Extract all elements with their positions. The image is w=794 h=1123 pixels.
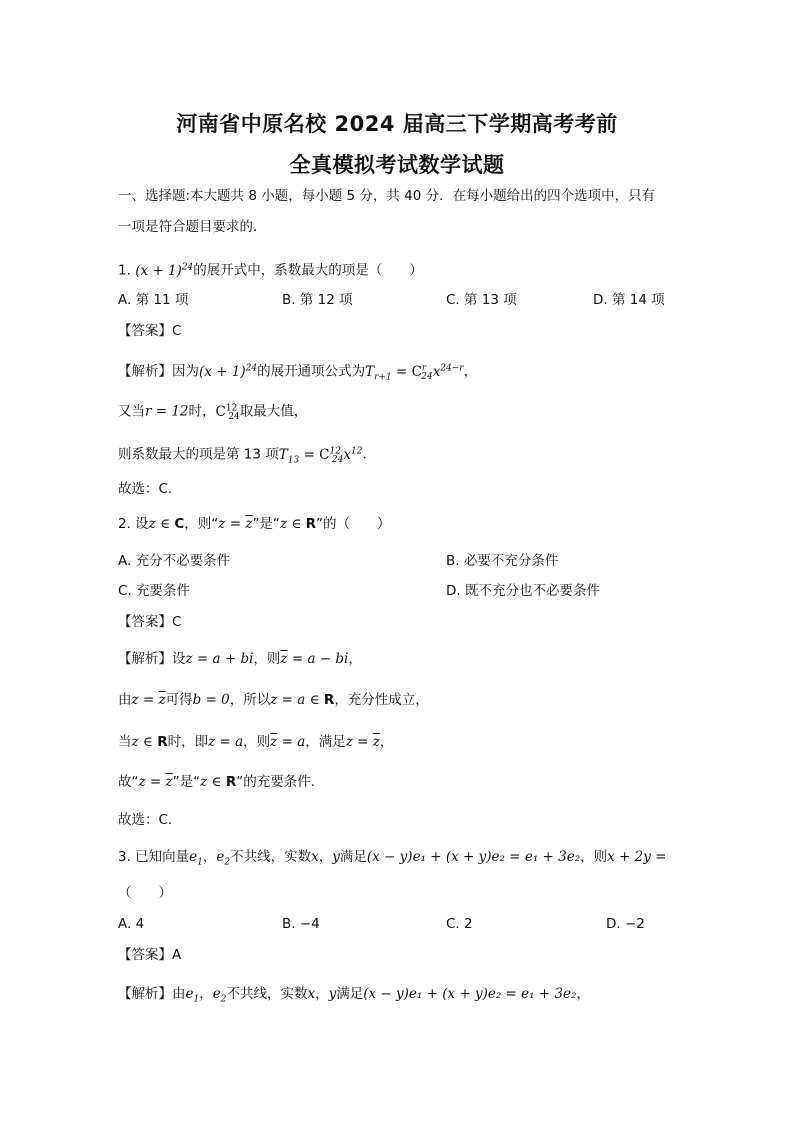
vector-e1: $e_1$	[189, 849, 203, 868]
q1-stem	[118, 258, 423, 280]
q2-stem: 2. 设z ∈ C，则“$z = \overline{z}$”是“z ∈ R”的（ ）	[118, 516, 391, 532]
page-title-line-1: 河南省中原名校 2024 届高三下学期高考考前	[176, 112, 618, 136]
q2-analysis-line-1: 【解析】设z = a + bi，则$\overline{z} = a$ − bi，	[118, 651, 362, 667]
q2-analysis-line-4: 故“$z = \overline{z}$”是“z ∈ R”的充要条件.	[118, 774, 316, 790]
section-intro-line-2: 一项是符合题目要求的．	[118, 219, 267, 235]
vector-e2: $e_2$	[216, 849, 231, 868]
q2-option-c: C. 充要条件	[118, 583, 191, 599]
q2-option-b: B. 必要不充分条件	[446, 553, 559, 569]
section-intro-line-1: 一、选择题:本大题共 8 小题，每小题 5 分，共 40 分．在每小题给出的四个选项中，只有	[118, 188, 656, 204]
q1-number: 1.	[118, 262, 131, 279]
q1-conclusion: 故选：C.	[118, 481, 173, 497]
q2-conclusion: 故选：C.	[118, 812, 173, 828]
q1-analysis-line-2: 又当r = 12时，$C^{12}_{24}$取最大值，	[118, 403, 308, 423]
q3-paren: （ ）	[118, 885, 172, 901]
q3-option-b: B. −4	[282, 916, 320, 932]
q2-option-a: A. 充分不必要条件	[118, 553, 231, 569]
q2-analysis-line-3: 当z ∈ R时，即z = a，则$\overline{z} = a$，满足$z = \overline{z}$，	[118, 734, 394, 750]
q1-option-a: A. 第 11 项	[118, 292, 189, 308]
q1-option-d: D. 第 14 项	[593, 292, 665, 308]
q1-analysis-line-1: 【解析】因为$(x + 1)^{24}$的展开通项公式为$T_{r+1} = C^r_{24}x^{24-r}$，	[118, 363, 478, 383]
q3-answer: 【答案】A	[118, 947, 182, 963]
q2-option-d: D. 既不充分也不必要条件	[446, 583, 600, 599]
q1-stem-text: 的展开式中，系数最大的项是（ ）	[193, 262, 423, 279]
q3-option-d: D. −2	[606, 916, 645, 932]
q2-answer: 【答案】C	[118, 614, 182, 630]
q1-option-c: C. 第 13 项	[446, 292, 517, 308]
q2-analysis-line-2: 由$z = \overline{z}$可得b = 0，所以z = a ∈ R，充分性成立，	[118, 692, 429, 708]
q1-answer: 【答案】C	[118, 323, 182, 339]
q1-analysis-line-3: 则系数最大的项是第 13 项$T_{13} = C^{12}_{24}x^{12}$．	[118, 446, 376, 466]
q3-analysis-line-1: 【解析】由$e_1$，$e_2$不共线，实数x，y满足(x − y)e₁ + (x + y)e₂ = e₁ + 3e₂，	[118, 986, 590, 1005]
q3-option-a: A. 4	[118, 916, 145, 932]
q1-option-b: B. 第 12 项	[282, 292, 353, 308]
q3-option-c: C. 2	[446, 916, 473, 932]
q1-expression: $(x + 1)^{24}$	[135, 262, 194, 279]
q3-stem: 3. 已知向量$e_1$，$e_2$不共线，实数x，y满足(x − y)e₁ + (x + y)e₂ = e₁ + 3e₂，则x + 2y =	[118, 849, 667, 868]
page-title-line-2: 全真模拟考试数学试题	[289, 153, 505, 177]
